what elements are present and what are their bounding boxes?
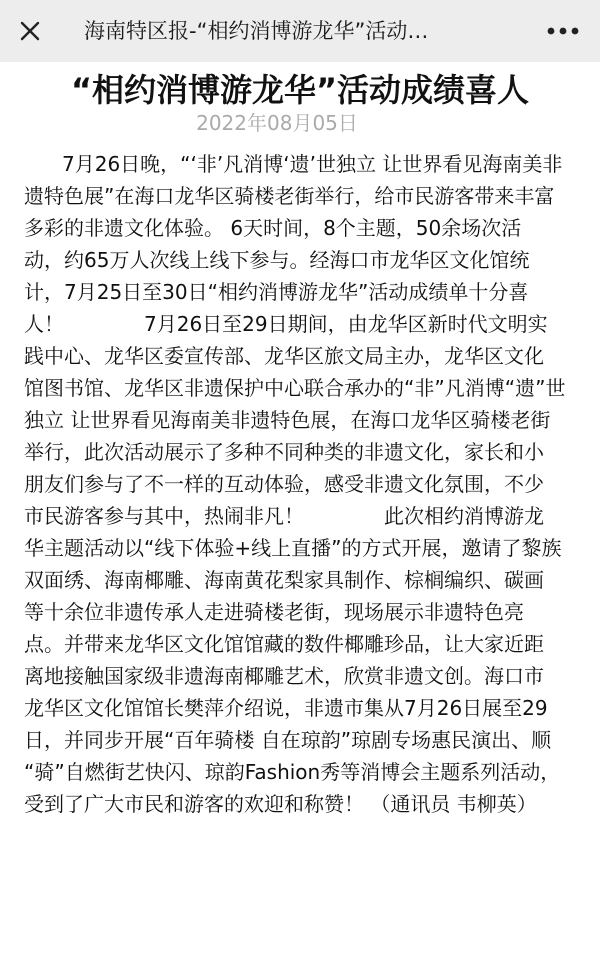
body-line: 点。并带来龙华区文化馆馆藏的数件椰雕珍品，让大家近距 (24, 632, 544, 656)
body-line: 计，7月25日至30日“相约消博游龙华”活动成绩单十分喜 (24, 280, 529, 304)
body-line: 市民游客参与其中，热闹非凡！ 此次相约消博游龙 (24, 504, 544, 528)
body-line: 多彩的非遗文化体验。 6天时间，8个主题，50余场次活 (24, 216, 522, 240)
body-line: 离地接触国家级非遗海南椰雕艺术，欣赏非遗文创。海口市 (24, 664, 544, 688)
body-line: 日，并同步开展“百年骑楼 自在琼韵”琼剧专场惠民演出、顺 (24, 728, 552, 752)
body-line: 践中心、龙华区委宣传部、龙华区旅文局主办，龙华区文化 (24, 344, 544, 368)
body-line: 人！ 7月26日至29日期间，由龙华区新时代文明实 (24, 312, 548, 336)
body-line-text: 7月26日晚，“‘非’凡消博‘遗’世独立 让世界看见海南美非 (62, 152, 563, 176)
body-line: 受到了广大市民和游客的欢迎和称赞！ （通讯员 韦柳英） (24, 792, 537, 816)
body-line: 等十余位非遗传承人走进骑楼老街，现场展示非遗特色亮 (24, 600, 524, 624)
body-line: 动，约65万人次线上线下参与。经海口市龙华区文化馆统 (24, 248, 530, 272)
body-line: 双面绣、海南椰雕、海南黄花梨家具制作、棕榈编织、碳画 (24, 568, 544, 592)
article-body (24, 148, 580, 820)
nav-title: 海南特区报-“相约消博游龙华”活动… (84, 19, 429, 43)
more-options-icon[interactable] (546, 22, 580, 40)
top-nav-bar (0, 0, 600, 62)
body-line: 馆图书馆、龙华区非遗保护中心联合承办的“非”凡消博“遗”世 (24, 376, 566, 400)
body-line: 华主题活动以“线下体验+线上直播”的方式开展，邀请了黎族 (24, 536, 562, 560)
body-line: 独立 让世界看见海南美非遗特色展，在海口龙华区骑楼老街 (24, 408, 551, 432)
body-line: “骑”自燃街艺快闪、琼韵Fashion秀等消博会主题系列活动， (24, 760, 561, 784)
body-line: 朋友们参与了不一样的互动体验，感受非遗文化氛围，不少 (24, 472, 544, 496)
close-icon[interactable] (14, 15, 46, 47)
body-line: 龙华区文化馆馆长樊萍介绍说，非遗市集从7月26日展至29 (24, 696, 548, 720)
body-line: 遗特色展”在海口龙华区骑楼老街举行，给市民游客带来丰富 (24, 184, 555, 208)
body-line (24, 148, 580, 180)
article-title: “相约消博游龙华”活动成绩喜人 (70, 71, 530, 109)
body-line: 举行，此次活动展示了多种不同种类的非遗文化，家长和小 (24, 440, 544, 464)
article-date: 2022年08月05日 (196, 111, 358, 135)
